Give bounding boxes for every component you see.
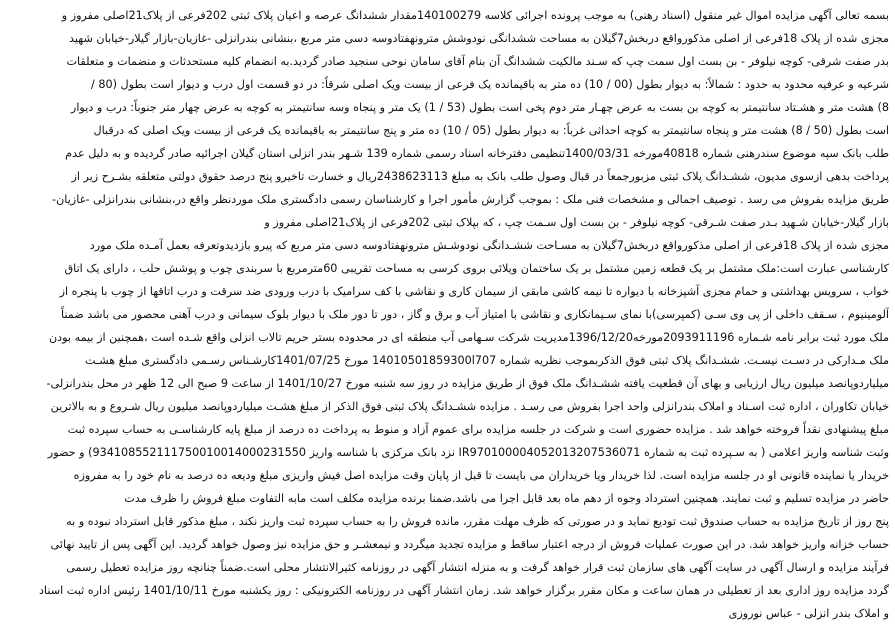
text-line: خواب ، سرویس بهداشتی و حمام مجزی آشپزخانه با دیواره تا نیمه کاشی مابقی از سیمان کاری و نقاشی با کف سرامیک با درب ورودی ضد سرقت و درب اتاقها از چوب با پنجره از xyxy=(59,285,889,298)
text-line: طریق مزایده بفروش می رسد . توصیف اجمالی و مشخصات فنی ملک : بموجب گزارش مأمور اجرا و کارشناسان رسمی دادگستری ملک موردنظر واقع در،بنشانی بندرانزلی -غازیان- xyxy=(52,193,889,206)
text-line: بازار گیلار-خیابان شـهید بـدر صفت شـرقی- کوچه نیلوفر - بن بست اول سـمت چپ ، که بپلاک ثبتی 202فرعی از پلاک21اصلی مفروز و xyxy=(264,216,889,229)
text-line: خیابان تکاوران ، اداره ثبت اسـناد و املاک بندرانزلی واحد اجرا بفروش می رسـد . مزایده ششـدانگ پلاک ثبتی فوق الذکر از مبلغ هشـت میلیاردوپانصد میلیون ریال شـروع و به بالاترین xyxy=(50,400,889,413)
text-line: شرعیه و عرفیه محدود به حدود : شمالاً: به دیوار بطول (00 / 10) ده متر به باقیمانده یک فرعی از بیست ویک اصلی شرقاً: در دو قسمت اول درب و دیوار است بطول (80 / xyxy=(91,78,889,91)
text-line: پنج روز از تاریخ مزایده به حساب صندوق ثبت تودیع نماید و در صورتی که ظرف مهلت مقرر، مانده فروش را به حساب سپرده ثبت واریز نکند ، مبلغ مذکور قابل استرداد نبوده و به xyxy=(66,515,889,528)
text-line: حساب خزانه واریز خواهد شد. در این صورت عملیات فروش از درجه اعتبار ساقط و مزایده تجدید میگردد و نیمعشـر و حق مزایده نیز وصول خواهد گردید. این آگهی پس از تایید نهائی xyxy=(50,538,889,551)
text-line: ملک مورد ثبت برابر نامه شـماره 2093911196مورخه1396/12/20مدیریت شرکت سـهامی آب منطقه ای در محدوده بستر حریم تالاب انزلی واقع شـده است ،همچنین از بیمه بودن xyxy=(48,331,889,344)
text-line: پرداخت بدهی ازسوی مدیون، ششـدانگ پلاک ثبتی مزبورجمعاً در قبال وصول طلب بانک به مبلغ 2438623113ریال و خسارت تاخیرو پنج درصد حقوق دولتی متعلقه بشـرح زیر از xyxy=(71,170,889,183)
text-line: مجزی شده از پلاک 18فرعی از اصلی مذکورواقع دربخش7گیلان به مساحت ششدانگی نودوشش مترونهفتادوسه دسی متر مربع ،بنشانی بندرانزلی -غازیان-بازار گیلار-خیابان شهید xyxy=(69,32,889,45)
text-line: خریدار یا نماینده قانونی او در جلسه مزایده است. لذا خریدار ویا خریداران می بایست تا قبل از پایان وقت مزایده اصل فیش واریزی مبلغ ودیعه ده درصد به نام خود را به مفروزه xyxy=(73,469,889,482)
text-line: 8) هشت متر و هشـتاد سانتیمتر به کوچه بن بست به عرض چهـار متر دوم پخی است بطول (53 / 1) یک متر و پنجاه وسه سانتیمتر به کوچه به عرض چهار متر جنوباً: درب و دیوار xyxy=(70,101,889,114)
text-line: و املاک بندر انزلی - عباس نوروزی xyxy=(728,607,889,620)
text-line: آلومینیوم ، سـقف داخلی از پی وی سـی (کمپرسی)با نمای سـیمانکاری و نقاشی با امتیاز آب و برق و گاز ، دور تا دور ملک با دیوار بلوک سیمانی و درب آهنی محصور می باشد ضمناً xyxy=(61,308,889,321)
text-line: فرآیند مزایده و ارسال آگهی در سایت آگهی های سازمان ثبت قرار خواهد گرفت و به منزله انتشار آگهی در روزنامه کثیرالانتشار محلی است.ضمناً چنانچه روز مزایده تعطیل رسمی xyxy=(66,561,889,574)
text-line: وثبت شناسه واریز اعلامی ( به سـپرده ثبت به شماره IR970100004052013207536071 نزد بانک مرکزی با شناسه واریز 934108552111750010014000231550) و حضور xyxy=(47,446,889,459)
text-line: بسمه تعالی آگهی مزایده اموال غیر منقول (اسناد رهنی) به موجب پرونده اجرائی کلاسه 140100279مقدار ششدانگ عرصه و اعیان پلاک ثبتی 202فرعی از پلاک21اصلی مفروز و xyxy=(61,9,889,22)
text-line: کارشناسی عبارت است:ملک مشتمل بر یک قطعه زمین مشتمل بر یک ساختمان ویلائی بروی کرسی به مساحت تقریبی 60مترمربع با سربندی چوب و پوشش حلب ، دارای یک اتاق xyxy=(64,262,889,275)
text-line: است بطول (50 / 8) هشت متر و پنجاه سانتیمتر به کوچه احداثی غرباً: به دیوار بطول (05 / 10) ده متر و پنج سانتیمتر به باقیمانده یک فرعی از بیست ویک اصلی که درقبال xyxy=(93,124,889,137)
text-line: بدر صفت شرقی- کوچه نیلوفر - بن بست اول سمت چپ که سـند مالکیت ششدانگ آن بنام آقای سامان نوحی سنجید صادر گردید.به انضمام کلیه مستحدثات و منضمات و متعلقات xyxy=(66,55,889,68)
text-line: میلیاردوپانصد میلیون ریال ارزیابی و بهای آن قطعیت یافته ششـدانگ ملک فوق از طریق مزایده در روز سه شنبه مورخ 1401/10/27 از ساعت 9 صبح الی 12 ظهر در محل بندرانزلی- xyxy=(46,377,889,390)
text-line: مبلغ پیشنهادی نقداً فروخته خواهد شد . مزایده حضوری است و شرکت در جلسه مزایده برای عموم آزاد و منوط به پرداخت ده درصد از مبلغ پایه کارشناسـی به حساب سپرده ثبت xyxy=(67,423,889,436)
text-line: حاضر در مزایده تسلیم و ثبت نمایند. همچنین استرداد وجوه از دهم ماه بعد قابل اجرا می باشد.ضمنا برنده مزایده مکلف است مابه التفاوت مبلغ فروش را ظرف مدت xyxy=(124,492,889,505)
text-line: گردد مزایده روز اداری بعد از تعطیلی در همان ساعت و مکان مقرر برگزار خواهد شد. زمان انتشار آگهی در روزنامه الکترونیکی : روز یکشنبه مورخ 1401/10/11 رئیس اداره ثبت اسناد xyxy=(38,584,889,597)
text-line: مجزی شده از پلاک 18فرعی از اصلی مذکورواقع دربخش7گیلان به مسـاحت ششـدانگی نودوشـش مترونهفتادوسه دسی متر مربع که پیرو بازدیدوتعرفه بعمل آمـده ملک مورد xyxy=(89,239,889,252)
text-line: طلب بانک سپه موضوع سندرهنی شماره 40818مورخه 1400/03/31تنظیمی دفترخانه اسناد رسمی شماره 139 شـهر بندر انزلی استان گیلان اجرائیه صادر گردیده و به دلیل عدم xyxy=(65,147,889,160)
text-line: ملک مـدارکی در دسـت نیسـت. ششـدانگ پلاک ثبتی فوق الذکربموجب نظریه شماره 14010501859300l707 مورخ 1401/07/25کارشـناس رسـمی دادگستری مبلغ هشـت xyxy=(84,354,889,367)
